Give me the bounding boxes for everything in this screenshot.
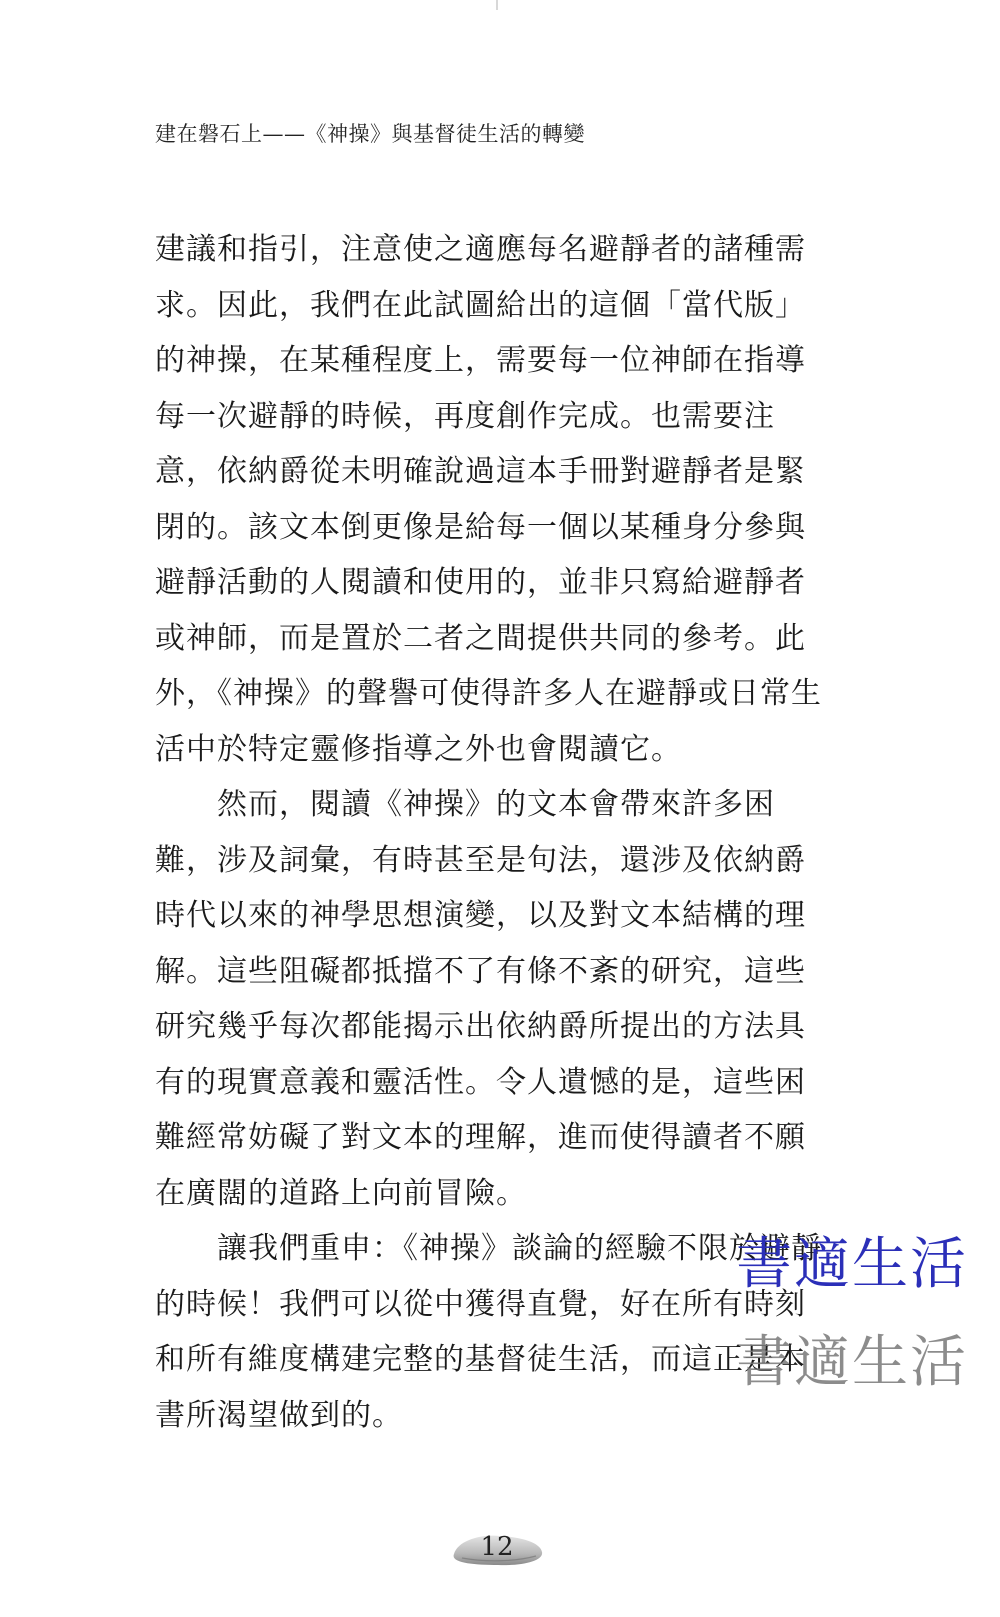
paragraph-1: 建議和指引，注意使之適應每名避靜者的諸種需求。因此，我們在此試圖給出的這個「當代版」的神操，在某種程度上，需要每一位神師在指導每一次避靜的時候，再度創作完成。也需要注意，依納爵從未明確說過這本手冊對避靜者是緊閉的。該文本倒更像是給每一個以某種身分參與避靜活動的人閱讀和使用的，並非只寫給避靜者或神師，而是置於二者之間提供共同的參考。此外，《神操》的聲譽可使得許多人在避靜或日常生活中於特定靈修指導之外也會閱讀它。 [155,232,822,767]
page-number: 12 [480,1532,514,1562]
page-edge-mark [496,0,498,10]
page-number-badge [448,1528,546,1568]
running-header: 建在磐石上——《神操》與基督徒生活的轉變 [155,122,585,146]
watermark-gray: 書適生活 [736,1330,968,1395]
paragraph-3: 讓我們重申：《神操》談論的經驗不限於避靜的時候！我們可以從中獲得直覺，好在所有時刻和所有維度構建完整的基督徒生活，而這正是本書所渴望做到的。 [155,1231,822,1433]
paragraph-2: 然而，閱讀《神操》的文本會帶來許多困難，涉及詞彙，有時甚至是句法，還涉及依納爵時代以來的神學思想演變，以及對文本結構的理解。這些阻礙都抵擋不了有條不紊的研究，這些研究幾乎每次都能揭示出依納爵所提出的方法具有的現實意義和靈活性。令人遺憾的是，這些困難經常妨礙了對文本的理解，進而使得讀者不願在廣闊的道路上向前冒險。 [155,787,806,1211]
watermark-blue: 書適生活 [736,1232,968,1297]
body-text [155,222,825,1443]
